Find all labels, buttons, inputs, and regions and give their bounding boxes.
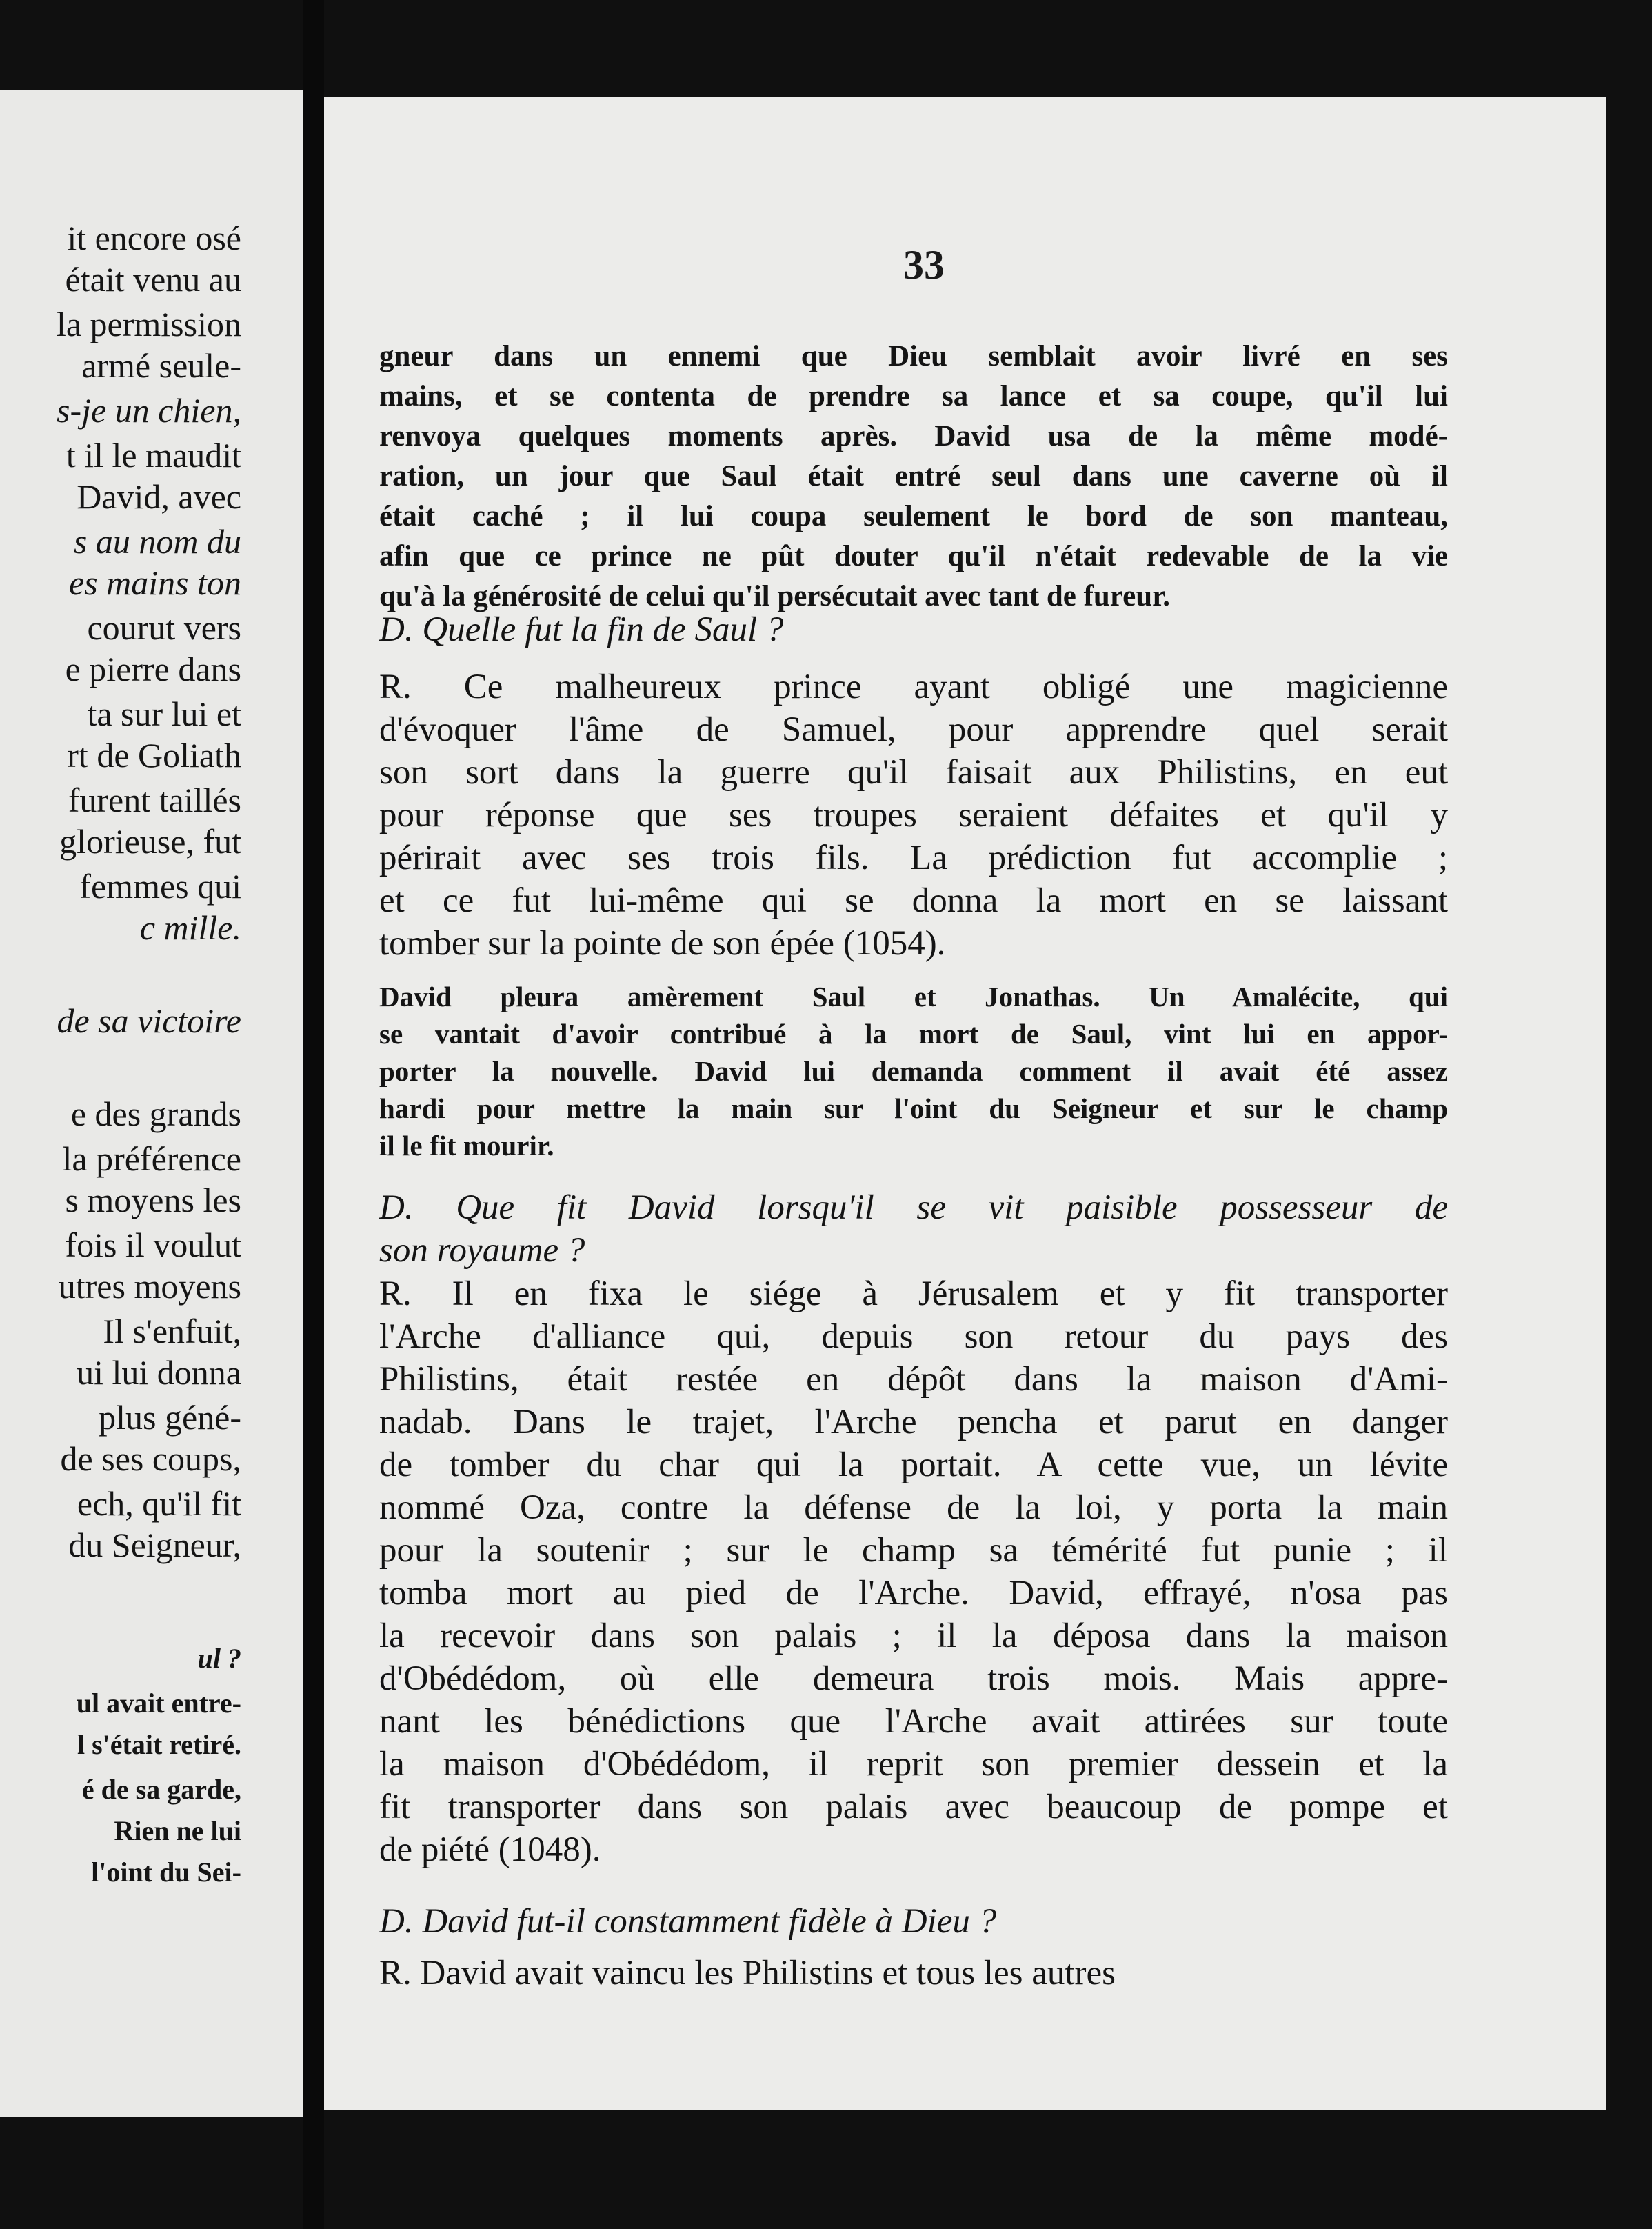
- left-page-line: ui lui donna: [77, 1353, 241, 1392]
- left-page-line: la permission: [56, 305, 241, 343]
- text-line: se vantait d'avoir contribué à la mort de Saul, vint lui en appor-: [379, 1018, 1448, 1050]
- text-line: d'Obédédom, où elle demeura trois mois. Mais appre-: [379, 1659, 1448, 1698]
- left-page-line: David, avec: [77, 477, 241, 516]
- text-line: gneur dans un ennemi que Dieu semblait avoir livré en ses: [379, 340, 1448, 372]
- left-page-line: Rien ne lui: [114, 1815, 241, 1846]
- text-line: nadab. Dans le trajet, l'Arche pencha et parut en danger: [379, 1403, 1448, 1441]
- left-page-line: fois il voulut: [65, 1226, 241, 1264]
- text-line: tomber sur la pointe de son épée (1054).: [379, 924, 946, 963]
- text-line: périrait avec ses trois fils. La prédiction fut accomplie ;: [379, 839, 1448, 877]
- text-line: pour réponse que ses troupes seraient défaites et qu'il y: [379, 796, 1448, 834]
- left-page-line: c mille.: [139, 908, 241, 947]
- text-line: pour la soutenir ; sur le champ sa témérité fut punie ; il: [379, 1531, 1448, 1570]
- text-line: D. David fut-il constamment fidèle à Dieu ?: [379, 1902, 997, 1941]
- text-line: son sort dans la guerre qu'il faisait aux Philistins, en eut: [379, 753, 1448, 792]
- left-page-line: femmes qui: [79, 867, 241, 906]
- paragraph-continuation: [379, 337, 1448, 617]
- left-page-line: ul avait entre-: [76, 1688, 241, 1719]
- answer-david-vainqueur: [379, 1952, 1448, 1995]
- page-number: 33: [903, 242, 945, 288]
- text-line: son royaume ?: [379, 1231, 585, 1270]
- left-page-line: du Seigneur,: [68, 1526, 241, 1564]
- left-page-line: ul ?: [197, 1643, 241, 1674]
- question-david-fidele: [379, 1900, 1448, 1943]
- text-line: ration, un jour que Saul était entré seul dans une caverne où il: [379, 460, 1448, 492]
- text-line: nommé Oza, contre la défense de la loi, y porta la main: [379, 1488, 1448, 1527]
- left-page-line: courut vers: [87, 608, 241, 647]
- left-page-line: l s'était retiré.: [77, 1729, 241, 1760]
- left-page-line: plus géné-: [99, 1398, 241, 1437]
- text-line: qu'à la générosité de celui qu'il persécutait avec tant de fureur.: [379, 580, 1170, 612]
- note-amalecite: [379, 978, 1448, 1164]
- left-page-fragment: [0, 90, 303, 2117]
- text-line: était caché ; il lui coupa seulement le bord de son manteau,: [379, 500, 1448, 532]
- text-line: tomba mort au pied de l'Arche. David, effrayé, n'osa pas: [379, 1574, 1448, 1612]
- left-page-line: s-je un chien,: [57, 391, 241, 430]
- text-line: nant les bénédictions que l'Arche avait attirées sur toute: [379, 1702, 1448, 1741]
- left-page-line: it encore osé: [67, 219, 241, 257]
- text-line: fit transporter dans son palais avec beaucoup de pompe et: [379, 1788, 1448, 1826]
- left-page-line: était venu au: [65, 260, 241, 299]
- text-line: renvoya quelques moments après. David usa de la même modé-: [379, 420, 1448, 452]
- text-line: mains, et se contenta de prendre sa lance et sa coupe, qu'il lui: [379, 380, 1448, 412]
- text-line: David pleura amèrement Saul et Jonathas. Un Amalécite, qui: [379, 981, 1448, 1012]
- left-page-line: t il le maudit: [66, 436, 241, 474]
- left-page-line: ta sur lui et: [87, 694, 241, 733]
- left-page-line: glorieuse, fut: [59, 822, 241, 861]
- left-page-line: ech, qu'il fit: [77, 1484, 241, 1523]
- left-page-line: armé seule-: [81, 346, 241, 385]
- book-gutter: [303, 0, 324, 2229]
- text-line: la maison d'Obédédom, il reprit son premier dessein et la: [379, 1745, 1448, 1783]
- left-page-line: utres moyens: [58, 1267, 241, 1306]
- answer-arche: [379, 1272, 1448, 1871]
- text-line: afin que ce prince ne pût douter qu'il n'était redevable de la vie: [379, 540, 1448, 572]
- left-page-line: la préférence: [62, 1139, 241, 1178]
- left-page-line: es mains ton: [69, 563, 241, 602]
- text-line: il le fit mourir.: [379, 1130, 554, 1161]
- text-line: D. Que fit David lorsqu'il se vit paisible possesseur de: [379, 1188, 1448, 1227]
- left-page-line: s au nom du: [73, 522, 241, 561]
- text-line: de piété (1048).: [379, 1830, 601, 1869]
- text-line: D. Quelle fut la fin de Saul ?: [379, 610, 784, 649]
- text-line: R. David avait vaincu les Philistins et tous les autres: [379, 1954, 1116, 1992]
- text-line: R. Ce malheureux prince ayant obligé une magicienne: [379, 668, 1448, 706]
- text-line: la recevoir dans son palais ; il la déposa dans la maison: [379, 1617, 1448, 1655]
- left-page-line: l'oint du Sei-: [91, 1857, 241, 1888]
- left-page-line: de ses coups,: [60, 1439, 241, 1478]
- left-page-line: e des grands: [70, 1094, 241, 1133]
- left-page-line: Il s'enfuit,: [103, 1312, 241, 1350]
- text-line: Philistins, était restée en dépôt dans la maison d'Ami-: [379, 1360, 1448, 1399]
- text-line: et ce fut lui-même qui se donna la mort en se laissant: [379, 881, 1448, 920]
- question-david-possesseur: [379, 1186, 1448, 1272]
- left-page-line: é de sa garde,: [81, 1774, 241, 1805]
- answer-fin-de-saul: [379, 666, 1448, 965]
- question-fin-de-saul: [379, 608, 1448, 651]
- left-page-line: rt de Goliath: [67, 736, 241, 774]
- left-page-line: s moyens les: [65, 1181, 241, 1219]
- left-page-line: furent taillés: [68, 781, 241, 819]
- text-line: d'évoquer l'âme de Samuel, pour apprendre quel serait: [379, 710, 1448, 749]
- text-line: de tomber du char qui la portait. A cette vue, un lévite: [379, 1446, 1448, 1484]
- text-line: porter la nouvelle. David lui demanda comment il avait été assez: [379, 1055, 1448, 1087]
- text-line: R. Il en fixa le siége à Jérusalem et y fit transporter: [379, 1275, 1448, 1313]
- text-line: hardi pour mettre la main sur l'oint du Seigneur et sur le champ: [379, 1092, 1448, 1124]
- text-line: l'Arche d'alliance qui, depuis son retour du pays des: [379, 1317, 1448, 1356]
- left-page-line: de sa victoire: [57, 1001, 241, 1040]
- left-page-line: e pierre dans: [65, 650, 241, 688]
